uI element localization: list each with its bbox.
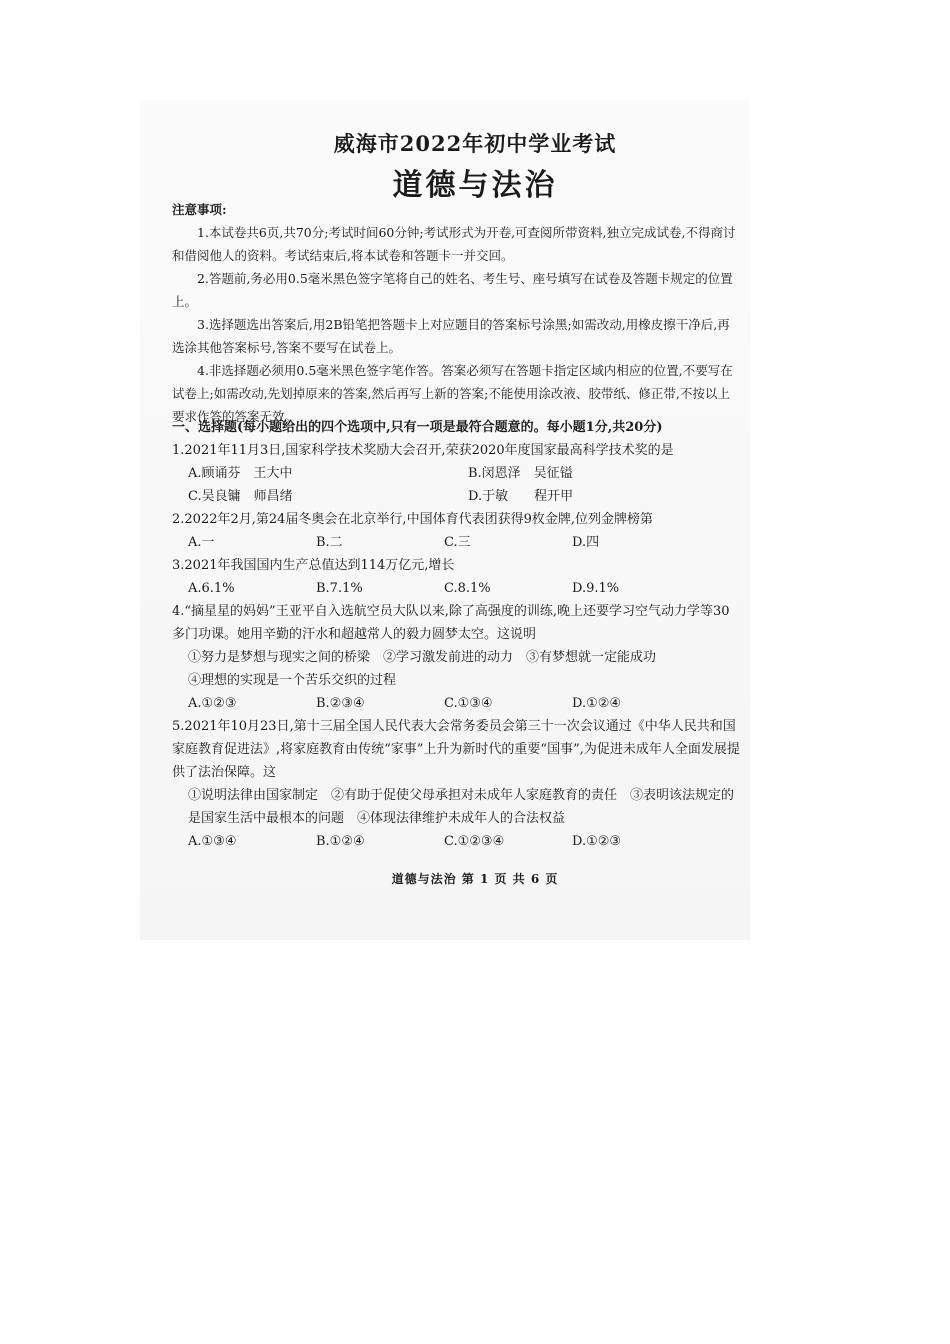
section-heading: 一、选择题(每小题给出的四个选项中,只有一项是最符合题意的。每小题1分,共20分) bbox=[172, 420, 663, 435]
q5-stem: 5.2021年10月23日,第十三届全国人民代表大会常务委员会第三十一次会议通过《中华人民共和国家庭教育促进法》,将家庭教育由传统“家事”上升为新时代的重要“国事”,为促进未成年人全面发展提供了法治保障。这 bbox=[172, 719, 740, 780]
q4-statements-1: ①努力是梦想与现实之间的桥梁 ②学习激发前进的动力 ③有梦想就一定能成功 bbox=[188, 650, 657, 665]
q4-stem: 4.“摘星星的妈妈”王亚平自入选航空员大队以来,除了高强度的训练,晚上还要学习空气动力学等30多门功课。她用辛勤的汗水和超越常人的毅力圆梦太空。这说明 bbox=[172, 604, 730, 642]
exam-title: 威海市2022年初中学业考试 bbox=[333, 131, 617, 156]
q3-option-d: D.9.1% bbox=[572, 581, 620, 596]
q4-option-a: A.①②③ bbox=[188, 696, 237, 711]
q5-option-d: D.①②③ bbox=[572, 834, 622, 849]
q4-statements-2: ④理想的实现是一个苦乐交织的过程 bbox=[188, 673, 397, 688]
q2-option-b: B.二 bbox=[316, 535, 343, 550]
q1-options-row2 bbox=[172, 485, 740, 508]
q3-option-c: C.8.1% bbox=[444, 581, 491, 596]
q1-option-d: D.于敏 程开甲 bbox=[468, 489, 574, 504]
q2-stem: 2.2022年2月,第24届冬奥会在北京举行,中国体育代表团获得9枚金牌,位列金牌榜第 bbox=[172, 512, 653, 527]
notice-item-4: 4.非选择题必须用0.5毫米黑色签字笔作答。答案必须写在答题卡指定区域内相应的位置,不要写在试卷上;如需改动,先划掉原来的答案,然后再写上新的答案;不能使用涂改液、胶带纸、修正带,不按以上要求作答的答案无效。 bbox=[172, 363, 733, 424]
notice-item-3: 3.选择题选出答案后,用2B铅笔把答题卡上对应题目的答案标号涂黑;如需改动,用橡皮擦干净后,再选涂其他答案标号,答案不要写在试卷上。 bbox=[172, 317, 730, 355]
notice-item-1: 1.本试卷共6页,共70分;考试时间60分钟;考试形式为开卷,可查阅所带资料,独立完成试卷,不得商讨和借阅他人的资料。考试结束后,将本试卷和答题卡一并交回。 bbox=[172, 225, 736, 263]
q2-options bbox=[172, 531, 740, 554]
q1-option-b: B.闵恩泽 吴征镒 bbox=[468, 466, 573, 481]
q3-option-b: B.7.1% bbox=[316, 581, 363, 596]
notice-section bbox=[172, 198, 740, 428]
q4-option-b: B.②③④ bbox=[316, 696, 365, 711]
notice-item-2: 2.答题前,务必用0.5毫米黑色签字笔将自己的姓名、考生号、座号填写在试卷及答题卡规定的位置上。 bbox=[172, 271, 733, 309]
q3-option-a: A.6.1% bbox=[188, 581, 235, 596]
q5-option-b: B.①②④ bbox=[316, 834, 365, 849]
q3-options bbox=[172, 577, 740, 600]
q4-option-d: D.①②④ bbox=[572, 696, 622, 711]
q1-options-row1 bbox=[172, 462, 740, 485]
q5-option-a: A.①③④ bbox=[188, 834, 237, 849]
q4-option-c: C.①③④ bbox=[444, 696, 493, 711]
q1-option-c: C.吴良镛 师昌绪 bbox=[188, 489, 293, 504]
q2-option-c: C.三 bbox=[444, 535, 471, 550]
q3-stem: 3.2021年我国国内生产总值达到114万亿元,增长 bbox=[172, 558, 455, 573]
page-footer: 道德与法治 第 1 页 共 6 页 bbox=[391, 872, 559, 886]
q5-option-c: C.①②③④ bbox=[444, 834, 505, 849]
questions-section bbox=[172, 416, 740, 853]
notice-heading: 注意事项: bbox=[172, 202, 227, 217]
q1-stem: 1.2021年11月3日,国家科学技术奖励大会召开,荣获2020年度国家最高科学技术奖的是 bbox=[172, 443, 674, 458]
q2-option-a: A.一 bbox=[188, 535, 215, 550]
q2-option-d: D.四 bbox=[572, 535, 600, 550]
q5-options bbox=[172, 830, 740, 853]
q4-options bbox=[172, 692, 740, 715]
q1-option-a: A.顾诵芬 王大中 bbox=[188, 466, 293, 481]
q5-statements: ①说明法律由国家制定 ②有助于促使父母承担对未成年人家庭教育的责任 ③表明该法规定的是国家生活中最根本的问题 ④体现法律维护未成年人的合法权益 bbox=[188, 788, 735, 826]
exam-subject: 道德与法治 bbox=[392, 168, 558, 203]
